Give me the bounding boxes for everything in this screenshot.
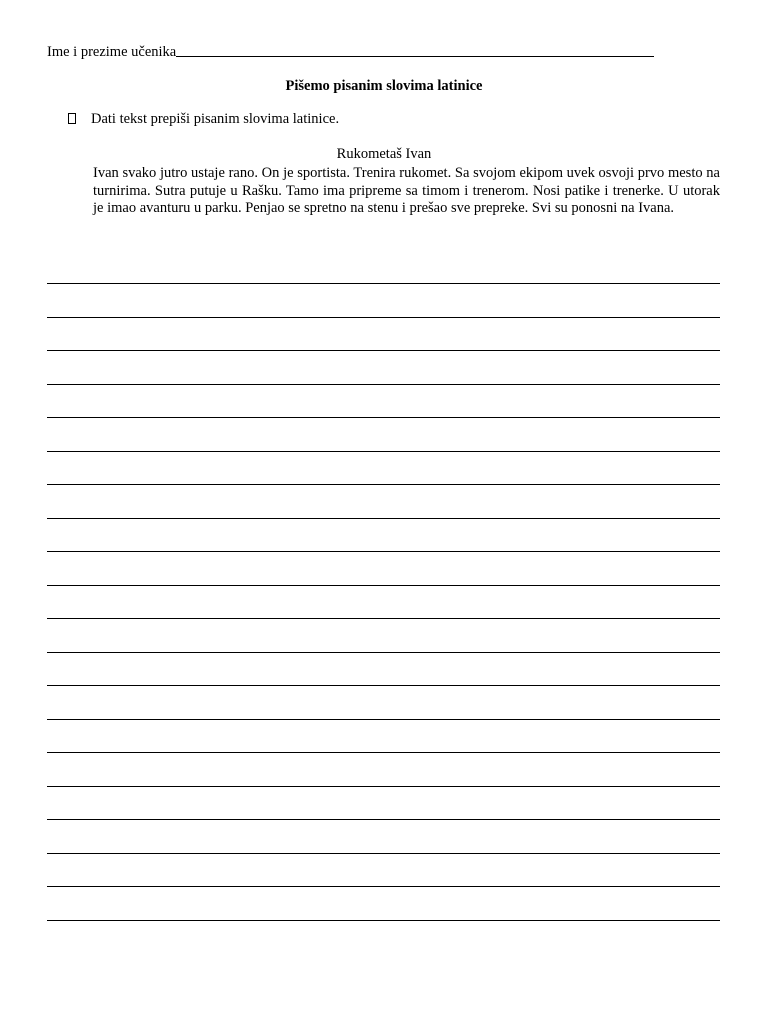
writing-line[interactable] (47, 618, 720, 619)
writing-line[interactable] (47, 786, 720, 787)
instruction-text: Dati tekst prepiši pisanim slovima latinice. (91, 111, 340, 127)
writing-line[interactable] (47, 585, 720, 586)
writing-line[interactable] (47, 652, 720, 653)
writing-line[interactable] (47, 853, 720, 854)
writing-line[interactable] (47, 819, 720, 820)
writing-line[interactable] (47, 518, 720, 519)
writing-line[interactable] (47, 384, 720, 385)
writing-line[interactable] (47, 685, 720, 686)
writing-line[interactable] (47, 417, 720, 418)
writing-line[interactable] (47, 283, 720, 284)
writing-line[interactable] (47, 317, 720, 318)
writing-line[interactable] (47, 451, 720, 452)
student-name-label: Ime i prezime učenika (47, 44, 177, 60)
worksheet-title: Pišemo pisanim slovima latinice (285, 78, 483, 94)
writing-lines-area (47, 0, 720, 1024)
writing-line[interactable] (47, 350, 720, 351)
story-text: Ivan svako jutro ustaje rano. On je sportista. Trenira rukomet. Sa svojom ekipom uvek osvoji prvo mesto na turnirima. Sutra putuje u Rašku. Tamo ima pripreme sa timom i trenerom. Nosi patike i trenerke. U utorak je imao avanturu u parku. Penjao se spretno na stenu i prešao sve prepreke. Svi su ponosni na Ivana. (93, 165, 720, 216)
writing-line[interactable] (47, 551, 720, 552)
writing-line[interactable] (47, 886, 720, 887)
story-title: Rukometaš Ivan (336, 146, 432, 162)
writing-line[interactable] (47, 752, 720, 753)
writing-line[interactable] (47, 719, 720, 720)
writing-line[interactable] (47, 484, 720, 485)
writing-line[interactable] (47, 920, 720, 921)
